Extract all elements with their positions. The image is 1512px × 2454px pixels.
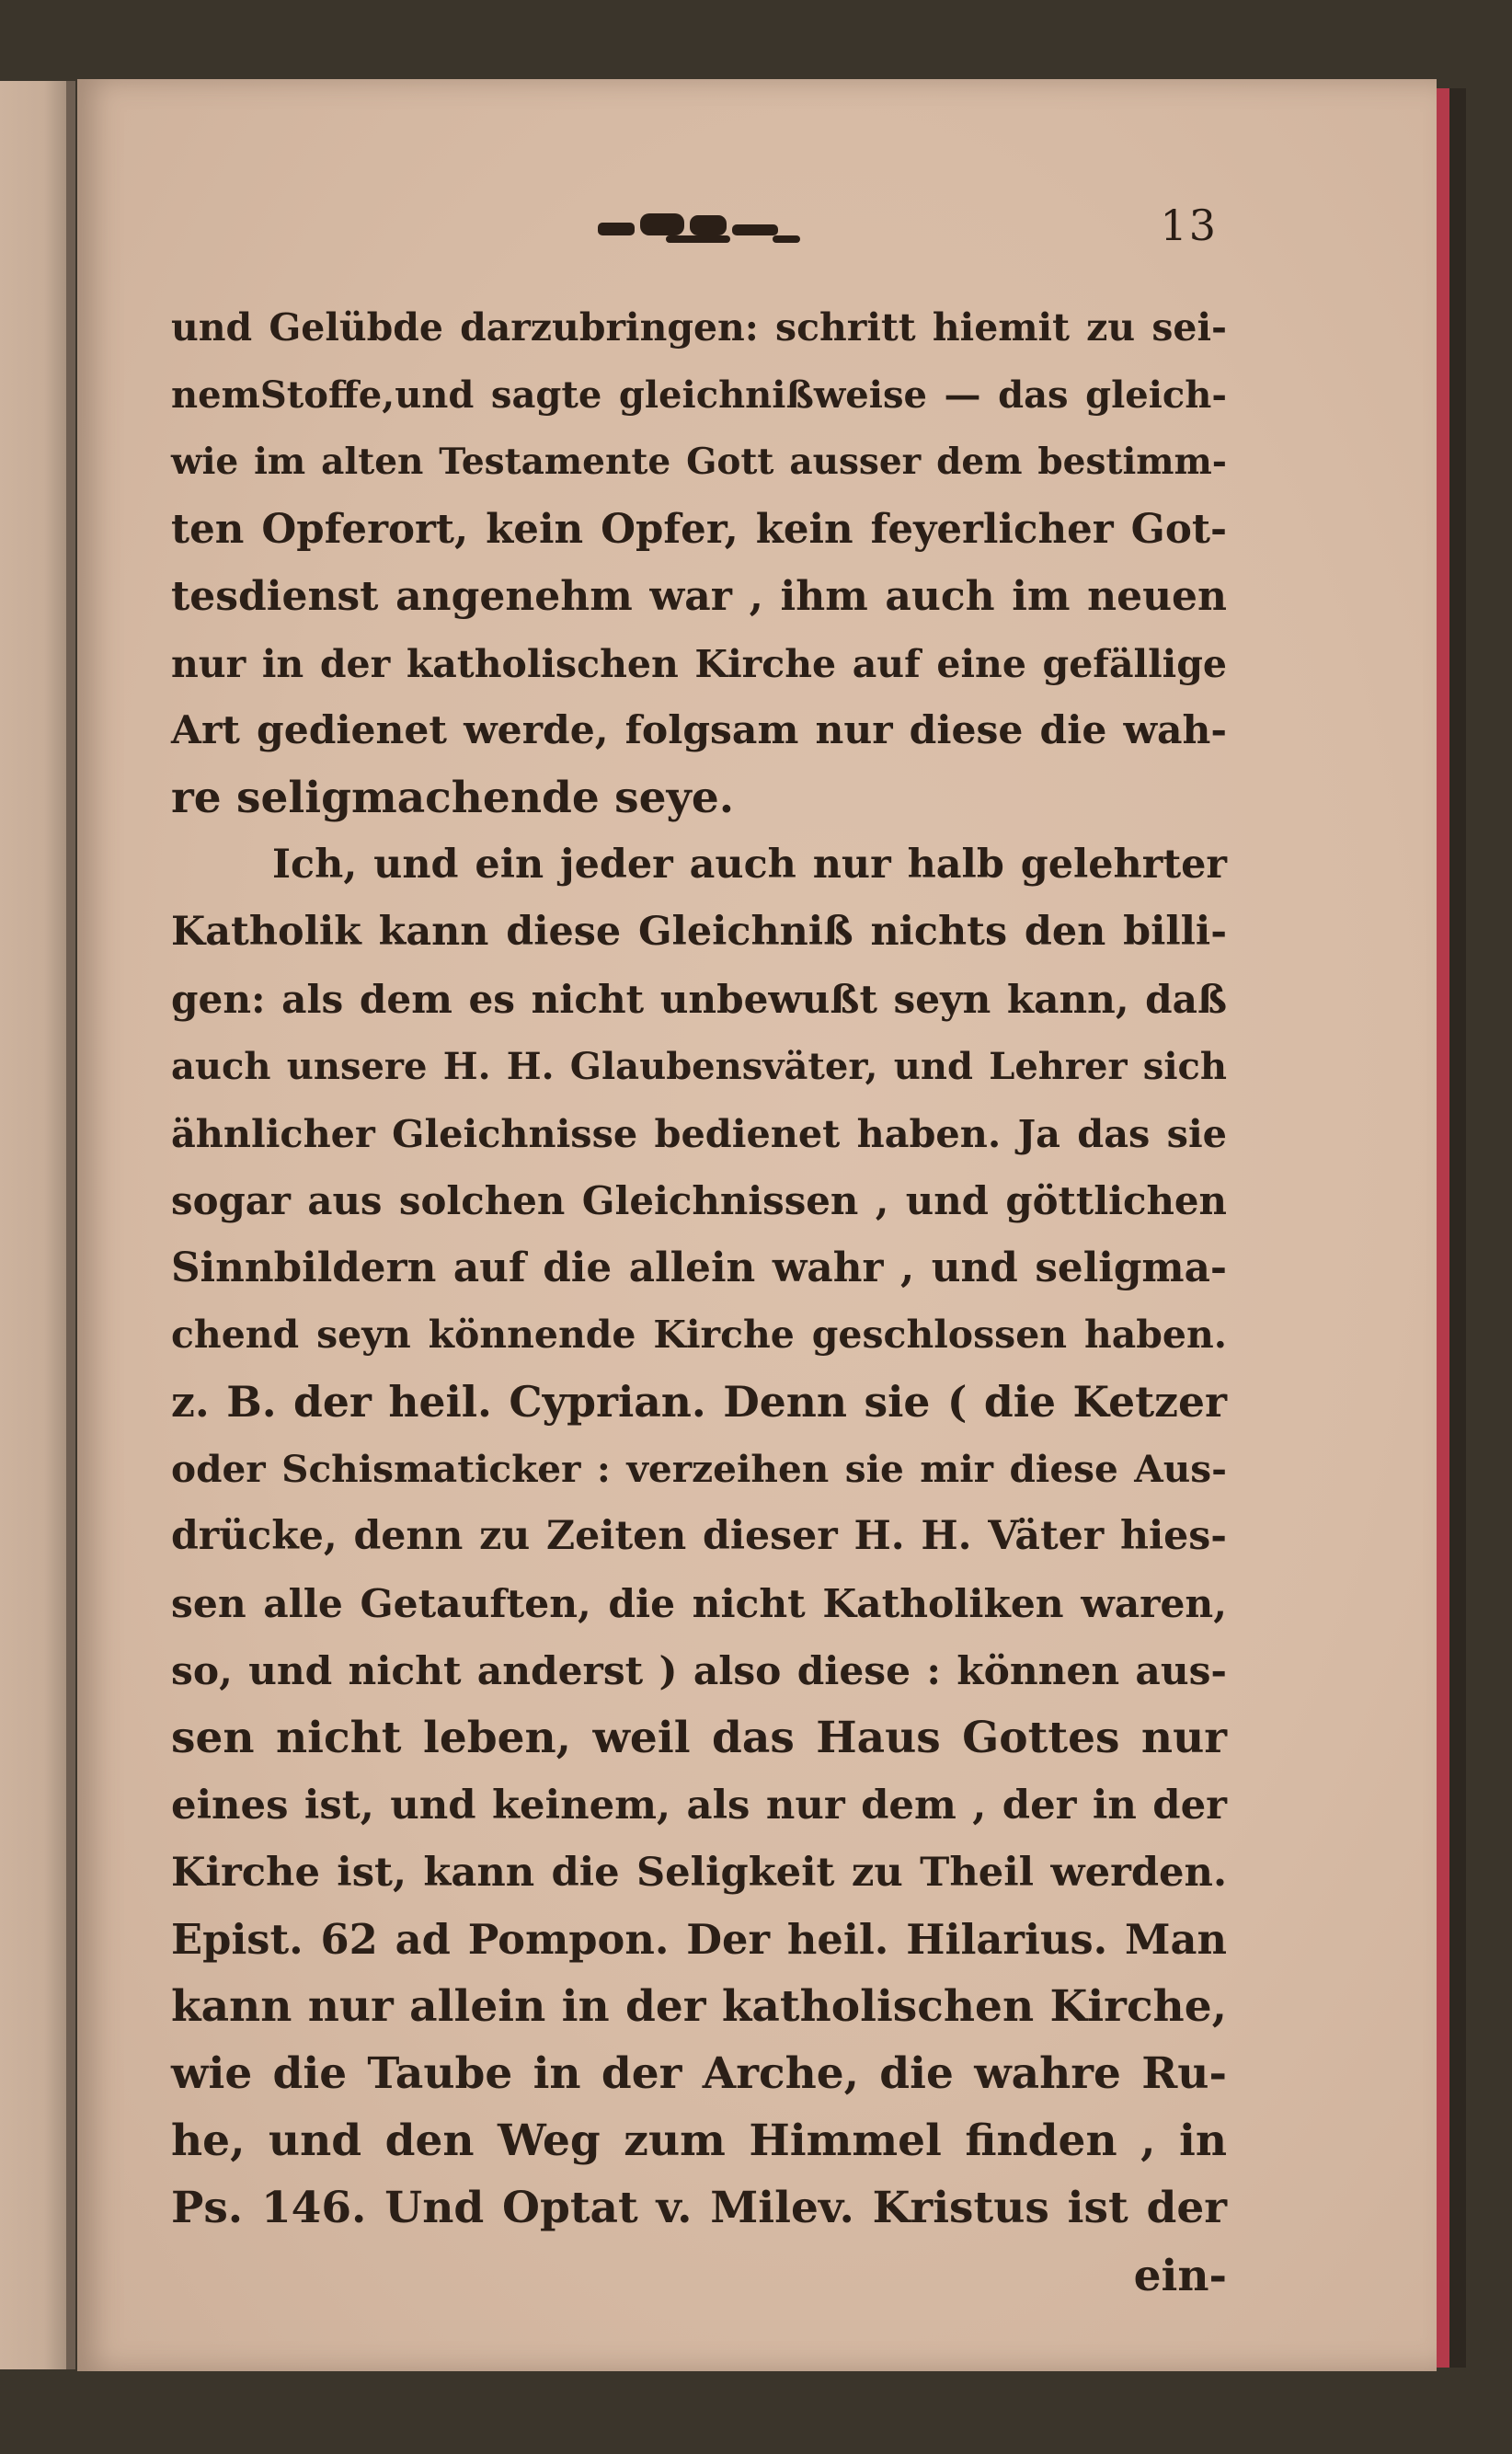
text-line: sogar aus solchen Gleichnissen , und göttlichen [171, 1178, 1227, 1223]
text-line: nur in der katholischen Kirche auf eine gefällige [171, 641, 1227, 686]
text-line: nemStoffe,und sagte gleichnißweise — das gleich- [171, 373, 1227, 417]
text-line: wie im alten Testamente Gott ausser dem bestimm- [171, 441, 1227, 483]
text-line: Epist. 62 ad Pompon. Der heil. Hilarius. Man [171, 1915, 1227, 1964]
catchword: ein- [1133, 2251, 1227, 2301]
text-line: Art gedienet werde, folgsam nur diese die wah- [171, 707, 1227, 753]
text-line: Ich, und ein jeder auch nur halb gelehrter [272, 842, 1227, 888]
text-line: z. B. der heil. Cyprian. Denn sie ( die Ketzer [171, 1377, 1227, 1427]
text-line: Sinnbildern auf die allein wahr , und seligma- [171, 1244, 1227, 1291]
text-line: chend seyn könnende Kirche geschlossen haben. [171, 1313, 1227, 1357]
facing-page-edge [0, 81, 74, 2369]
text-line: wie die Taube in der Arche, die wahre Ru- [171, 2048, 1227, 2099]
text-line: ähnlicher Gleichnisse bedienet haben. Ja das sie [171, 1111, 1227, 1156]
text-line: Katholik kann diese Gleichniß nichts den billi- [171, 909, 1227, 955]
text-line: und Gelübde darzubringen: schritt hiemit zu sei- [171, 305, 1227, 350]
text-line: oder Schismaticker : verzeihen sie mir diese Aus- [171, 1447, 1227, 1491]
book-gutter [66, 81, 75, 2369]
text-line: auch unsere H. H. Glaubensväter, und Lehrer sich [171, 1045, 1227, 1088]
page-number: 13 [1160, 201, 1218, 250]
text-line: re seligmachende seye. [171, 773, 735, 823]
text-line: kann nur allein in der katholischen Kirche, [171, 1981, 1227, 2032]
text-line: ten Opferort, kein Opfer, kein feyerlicher Got- [171, 506, 1227, 553]
text-line: tesdienst angenehm war , ihm auch im neuen [171, 573, 1227, 620]
header-ornament-icon [589, 208, 809, 248]
body-text [171, 294, 1227, 2242]
text-line: he, und den Weg zum Himmel finden , in [171, 2116, 1227, 2166]
text-line: eines ist, und keinem, als nur dem , der in der [171, 1782, 1227, 1829]
red-page-edge [1437, 88, 1449, 2368]
text-line: Ps. 146. Und Optat v. Milev. Kristus ist der [171, 2183, 1227, 2233]
text-line: sen alle Getauften, die nicht Katholiken waren, [171, 1580, 1227, 1626]
text-line: sen nicht leben, weil das Haus Gottes nur [171, 1713, 1227, 1763]
text-line: drücke, denn zu Zeiten dieser H. H. Väter hies- [171, 1513, 1227, 1559]
text-line: so, und nicht anderst ) also diese : können aus- [171, 1647, 1227, 1693]
text-line: Kirche ist, kann die Seligkeit zu Theil werden. [171, 1849, 1227, 1896]
text-line: gen: als dem es nicht unbewußt seyn kann, daß [171, 976, 1227, 1022]
dark-page-border [1449, 88, 1466, 2368]
